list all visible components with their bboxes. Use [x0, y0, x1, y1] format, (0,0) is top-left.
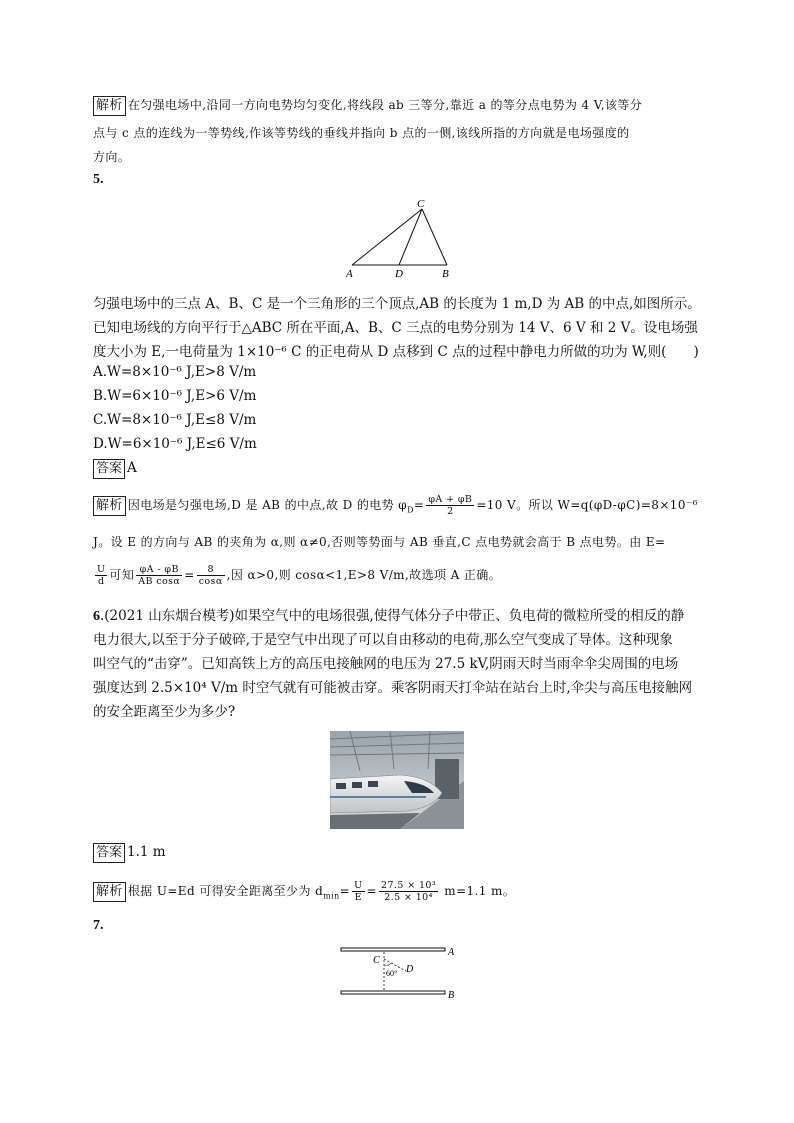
- plate-a: [341, 948, 445, 951]
- q5-option-c: C.W=8×10⁻⁶ J,E≤8 V/m: [93, 412, 257, 428]
- label-b: B: [442, 268, 449, 280]
- q5-option-d: D.W=6×10⁻⁶ J,E≤6 V/m: [93, 436, 257, 452]
- answer-value: 1.1 m: [127, 844, 166, 860]
- label-d: D: [406, 964, 414, 975]
- label-c: C: [373, 955, 380, 966]
- q7-number: 7.: [93, 918, 104, 933]
- label-angle: 60°: [386, 969, 398, 978]
- q4-analysis-line2: 点与 c 点的连线为一等势线,作该等势线的垂线并指向 b 点的一侧,该线所指的方向就是电场强度的: [93, 126, 630, 140]
- q6-stem-line2: 电力很大,以至于分子破碎,于是空气中出现了可以自由移动的电荷,那么空气变成了导体。这种现象: [93, 632, 673, 648]
- q6-analysis: 解析 根据 U=Ed 可得安全距离至少为 $d_{min}=$ $\frac{U}{E}$ = $\frac{\text{27.5 × 10³}}{\text{2.5 × 10⁴}}$ m=1.1 m。: [93, 880, 515, 903]
- q4-analysis-line3: 方向。: [93, 150, 131, 164]
- fraction-phi-avg: $\frac{\varphi A + \varphi B}{2}$: [428, 494, 473, 517]
- q6-stem-line3: 叫空气的“击穿”。已知高铁上方的高压电接触网的电压为 27.5 kV,阴雨天时当雨伞伞尖周围的电场: [93, 656, 679, 672]
- q5-stem-line1: 匀强电场中的三点 A、B、C 是一个三角形的三个顶点,AB 的长度为 1 m,D 为 AB 的中点,如图所示。: [93, 296, 701, 312]
- analysis-tag: 解析: [93, 882, 126, 902]
- side-ac: [352, 209, 422, 265]
- q6-stem-line5: 的安全距离至少为多少?: [93, 704, 236, 720]
- q6-number: 6: [93, 609, 100, 624]
- q5-option-b: B.W=6×10⁻⁶ J,E>6 V/m: [93, 388, 257, 404]
- answer-tag: 答案: [93, 843, 125, 863]
- q5-analysis-line2: J。设 E 的方向与 AB 的夹角为 α,则 α≠0,否则等势面与 AB 垂直,C 点电势就会高于 B 点电势。由 E=: [93, 535, 666, 549]
- side-bc: [422, 209, 447, 265]
- label-a: A: [346, 268, 353, 280]
- segment-dc: [399, 209, 422, 265]
- angle-arc: [384, 963, 391, 966]
- fraction-potential-diff: $\frac{\varphi A - \varphi B}{\text{AB cosα}}$: [138, 564, 181, 587]
- answer-value: A: [127, 460, 137, 476]
- q5-triangle-figure: [340, 196, 460, 280]
- q4-analysis-line1: 解析 在匀强电场中,沿同一方向电势均匀变化,将线段 ab 三等分,靠近 a 的等分点电势为 4 V,该等分: [93, 96, 642, 116]
- q6-answer: [93, 843, 166, 863]
- answer-tag: 答案: [93, 459, 125, 479]
- q5-number: 5.: [93, 172, 104, 187]
- analysis-tag: 解析: [93, 96, 126, 116]
- fraction-u-over-d: $\frac{U}{d}$: [97, 564, 106, 587]
- q5-option-a: A.W=8×10⁻⁶ J,E>8 V/m: [93, 364, 257, 380]
- label-d: D: [395, 268, 403, 280]
- plate-b: [341, 991, 445, 994]
- analysis-tag: 解析: [93, 496, 126, 516]
- q6-stem-line1: 6.(2021 山东烟台模考)如果空气中的电场很强,使得气体分子中带正、负电荷的微粒所受的相反的静: [93, 608, 685, 624]
- fraction-u-over-e: $\frac{U}{E}$: [354, 880, 363, 903]
- q5-analysis-line1: 解析 因电场是匀强电场,D 是 AB 的中点,故 D 的电势 $\varphi_D=$ $\frac{\varphi A + \varphi B}{2}$ =10 V。所以 W=q(φD-φC)=8×10⁻⁶: [93, 494, 698, 517]
- q7-parallel-plates-figure: [336, 940, 466, 1004]
- label-plate-b: B: [448, 990, 455, 1001]
- q6-stem-line4: 强度达到 2.5×10⁴ V/m 时空气就有可能被击穿。乘客阴雨天打伞站在站台上时,伞尖与高压电接触网: [93, 680, 693, 696]
- label-plate-a: A: [448, 947, 455, 958]
- q5-stem-line3: 度大小为 E,一电荷量为 1×10⁻⁶ C 的正电荷从 D 点移到 C 点的过程中静电力所做的功为 W,则( ): [93, 344, 699, 360]
- q5-stem-line2: 已知电场线的方向平行于△ABC 所在平面,A、B、C 三点的电势分别为 14 V、6 V 和 2 V。设电场强: [93, 320, 698, 336]
- high-speed-train-photo: [330, 731, 464, 829]
- label-c: C: [417, 198, 425, 210]
- fraction-8-over-cos: $\frac{8}{\cos\alpha}$: [198, 564, 223, 587]
- q5-analysis-line3: $\frac{U}{d}$ 可知 $\frac{\varphi A - \varphi B}{\text{AB cosα}}$ = $\frac{8}{\cos\alpha}$ ,因 α>0,则 cosα<1,E>8 V/m,故选项 A 正确。: [97, 564, 502, 587]
- q5-answer: [93, 459, 137, 479]
- fraction-numeric: $\frac{\text{27.5 × 10³}}{\text{2.5 × 10⁴}}$: [381, 880, 437, 903]
